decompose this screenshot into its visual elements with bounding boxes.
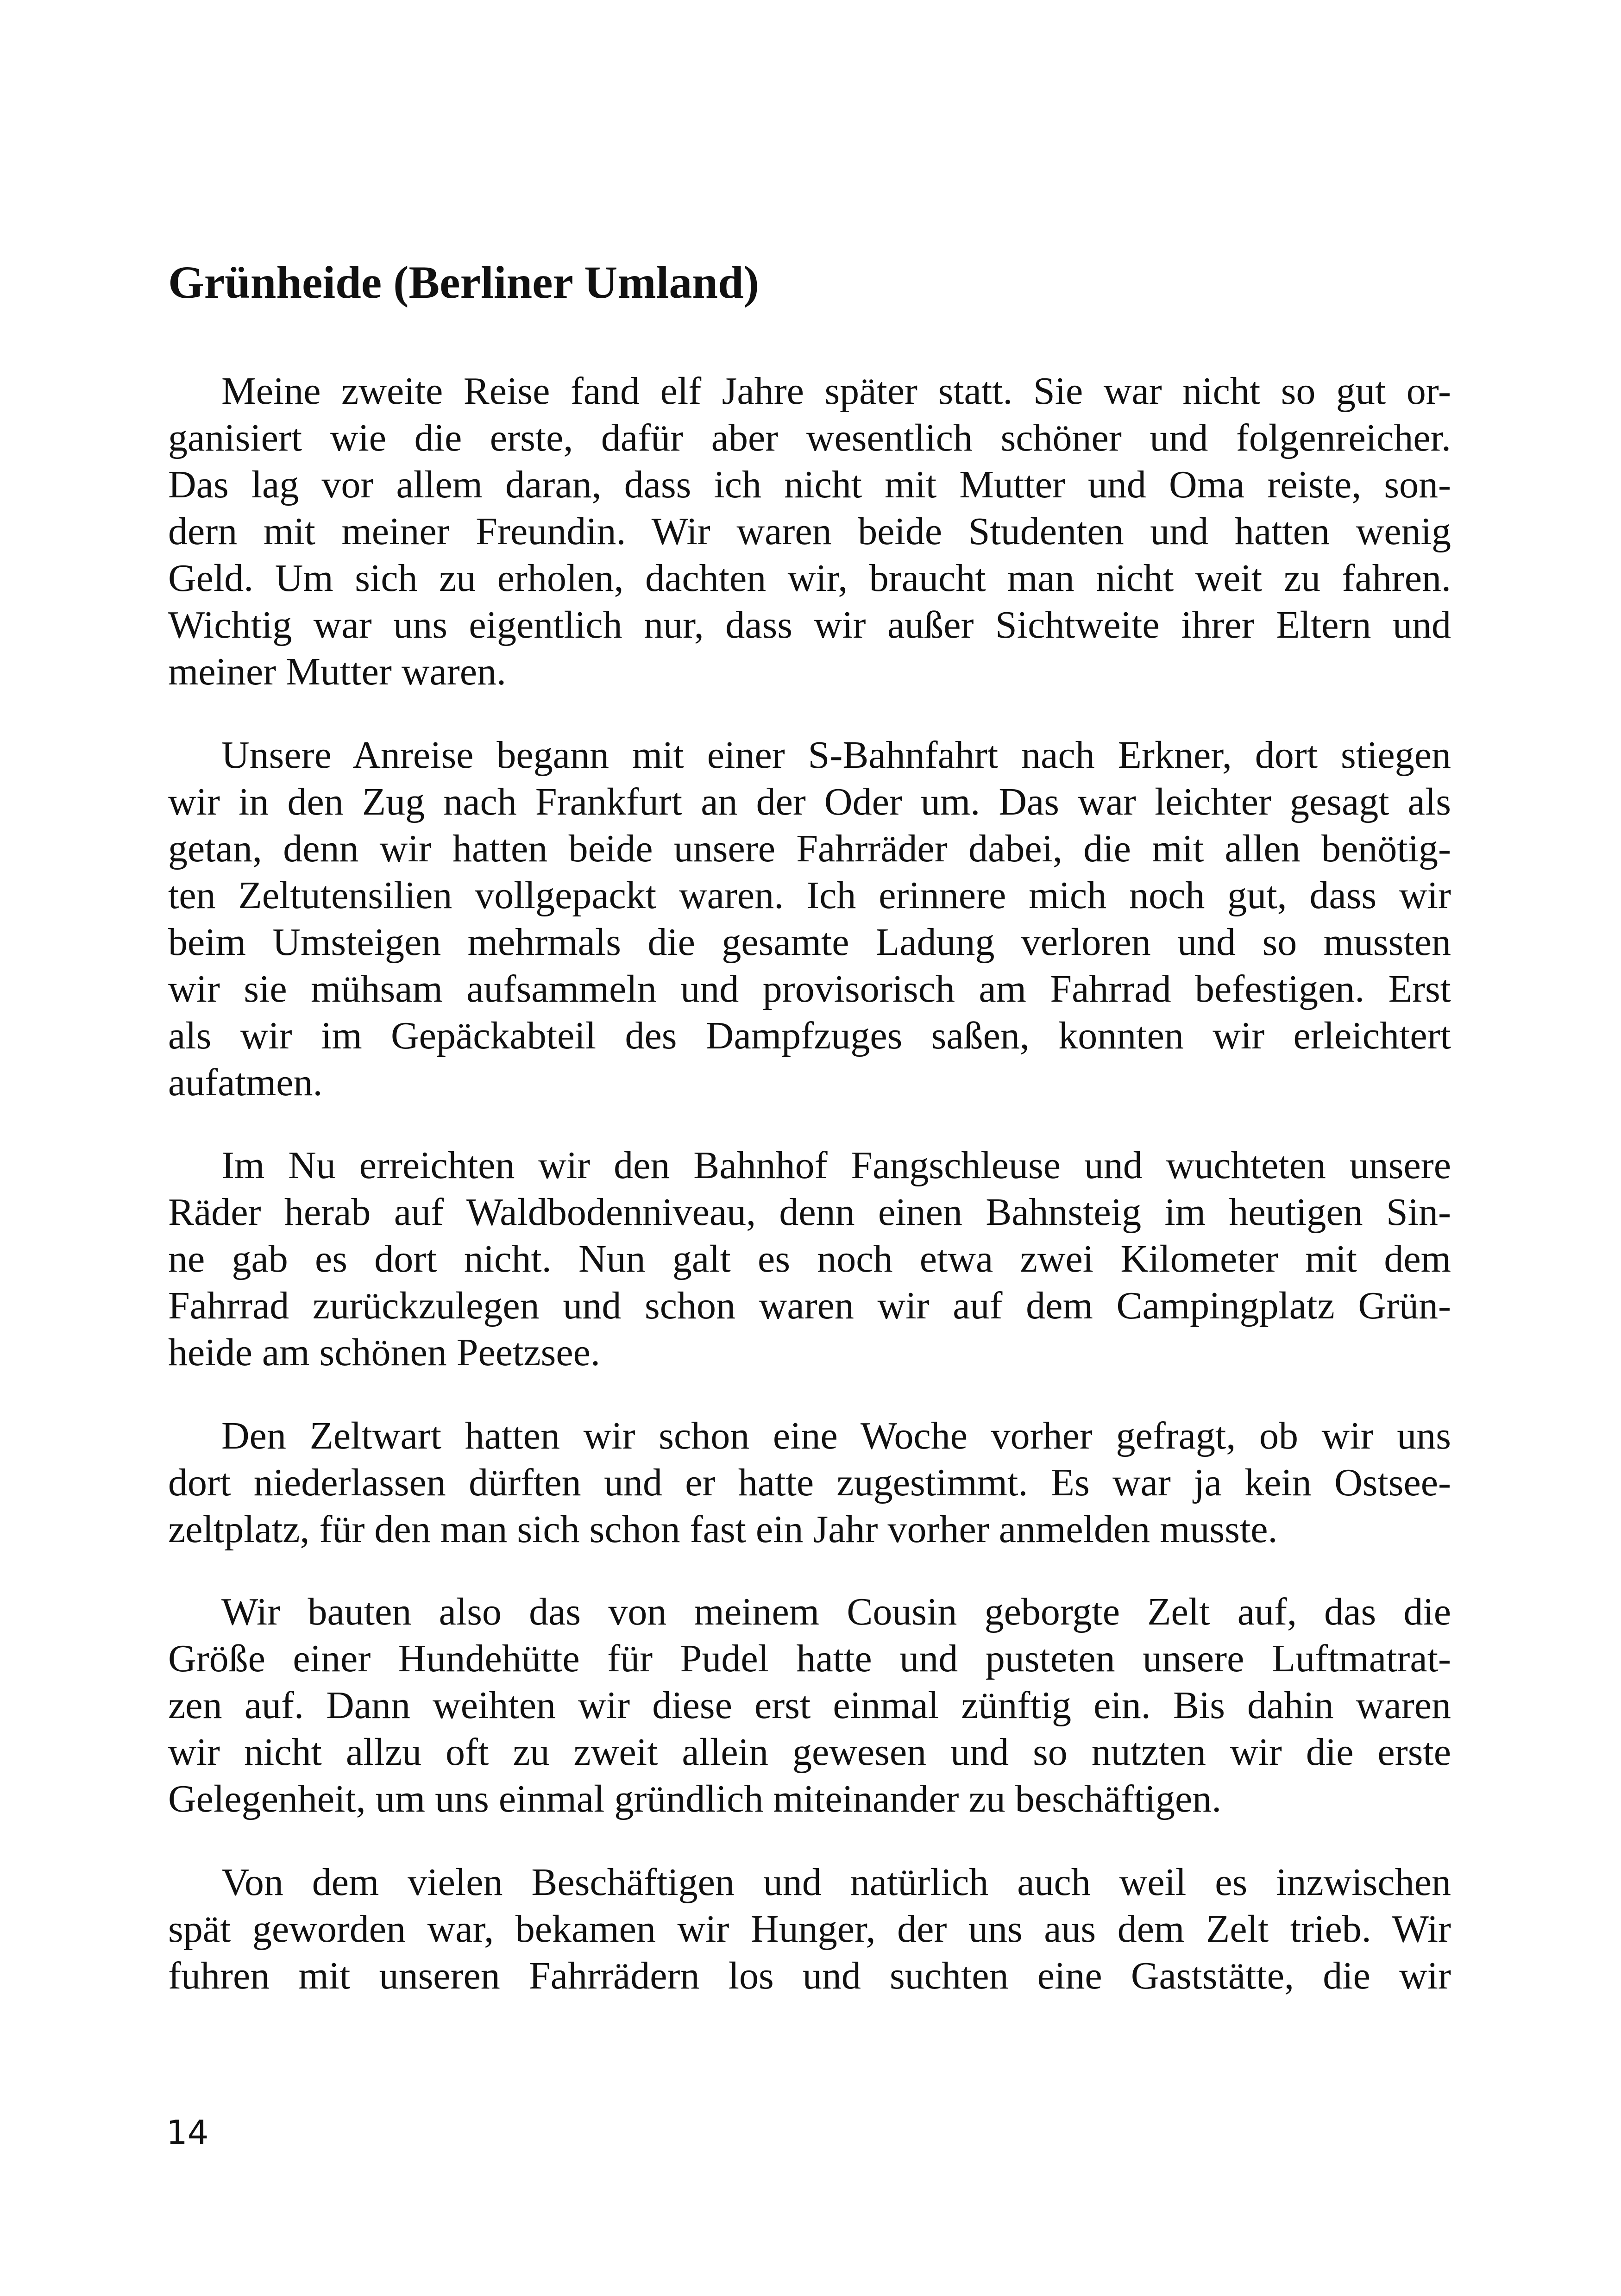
text-line: Geld. Um sich zu erholen, dachten wir, braucht man nicht weit zu fahren. [168, 557, 1451, 600]
text-line: ganisiert wie die erste, dafür aber wesentlich schöner und folgenreicher. [168, 416, 1451, 459]
text-line: heide am schönen Peetzsee. [168, 1331, 600, 1374]
text-line: Wichtig war uns eigentlich nur, dass wir außer Sichtweite ihrer Eltern und [168, 603, 1451, 646]
text-line: getan, denn wir hatten beide unsere Fahrräder dabei, die mit allen benötig- [168, 827, 1451, 870]
text-line: beim Umsteigen mehrmals die gesamte Ladung verloren und so mussten [168, 921, 1451, 964]
text-line: als wir im Gepäckabteil des Dampfzuges saßen, konnten wir erleichtert [168, 1014, 1451, 1057]
text-line: Wir bauten also das von meinem Cousin geborgte Zelt auf, das die [221, 1590, 1451, 1633]
text-line: wir in den Zug nach Frankfurt an der Oder um. Das war leichter gesagt als [168, 780, 1451, 823]
text-line: zen auf. Dann weihten wir diese erst einmal zünftig ein. Bis dahin waren [168, 1684, 1451, 1727]
text-line: aufatmen. [168, 1061, 323, 1104]
text-line: wir nicht allzu oft zu zweit allein gewesen und so nutzten wir die erste [168, 1731, 1451, 1774]
text-line: wir sie mühsam aufsammeln und provisorisch am Fahrrad befestigen. Erst [168, 967, 1451, 1010]
text-line: dern mit meiner Freundin. Wir waren beide Studenten und hatten wenig [168, 510, 1451, 553]
text-line: Größe einer Hundehütte für Pudel hatte und pusteten unsere Luftmatrat- [168, 1637, 1451, 1680]
text-line: spät geworden war, bekamen wir Hunger, der uns aus dem Zelt trieb. Wir [168, 1907, 1451, 1951]
text-line: ten Zeltutensilien vollgepackt waren. Ich erinnere mich noch gut, dass wir [168, 874, 1451, 917]
text-line: Unsere Anreise begann mit einer S-Bahnfahrt nach Erkner, dort stiegen [221, 734, 1451, 777]
text-line: Den Zeltwart hatten wir schon eine Woche vorher gefragt, ob wir uns [221, 1414, 1451, 1457]
text-line: Meine zweite Reise fand elf Jahre später statt. Sie war nicht so gut or- [221, 370, 1451, 413]
text-line: zeltplatz, für den man sich schon fast ein Jahr vorher anmelden musste. [168, 1508, 1278, 1551]
text-line: fuhren mit unseren Fahrrädern los und suchten eine Gaststätte, die wir [168, 1954, 1451, 1997]
text-line: Im Nu erreichten wir den Bahnhof Fangschleuse und wuchteten unsere [221, 1144, 1451, 1187]
text-line: ne gab es dort nicht. Nun galt es noch etwa zwei Kilometer mit dem [168, 1237, 1451, 1280]
text-line: Gelegenheit, um uns einmal gründlich miteinander zu beschäftigen. [168, 1777, 1222, 1820]
text-line: dort niederlassen dürften und er hatte zugestimmt. Es war ja kein Ostsee- [168, 1461, 1451, 1504]
text-line: Räder herab auf Waldbodenniveau, denn einen Bahnsteig im heutigen Sin- [168, 1191, 1451, 1234]
text-line: Von dem vielen Beschäftigen und natürlich auch weil es inzwischen [221, 1861, 1451, 1904]
page-number: 14 [166, 2113, 209, 2152]
text-line: Das lag vor allem daran, dass ich nicht mit Mutter und Oma reiste, son- [168, 463, 1451, 506]
chapter-title: Grünheide (Berliner Umland) [168, 257, 759, 308]
text-line: Fahrrad zurückzulegen und schon waren wir auf dem Campingplatz Grün- [168, 1284, 1451, 1327]
text-line: meiner Mutter waren. [168, 650, 507, 693]
